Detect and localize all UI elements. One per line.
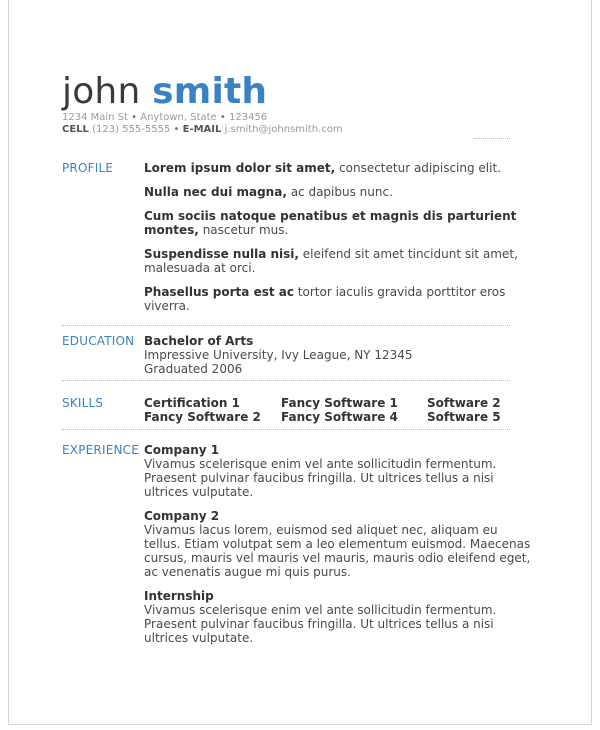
- education-block: [144, 334, 413, 376]
- job-line: Praesent pulvinar faucibus fringilla. Ut ultrices tellus a nisi: [144, 471, 494, 485]
- skill-item: Fancy Software 2: [144, 410, 261, 424]
- school: Impressive University, Ivy League, NY 12345: [144, 348, 413, 362]
- profile-item-bold: Phasellus porta est ac: [144, 285, 294, 299]
- address-line: [62, 112, 267, 123]
- job-line: Vivamus scelerisque enim vel ante sollicitudin fermentum.: [144, 457, 497, 471]
- profile-item-text: tortor iaculis gravida porttitor eros viverra.: [144, 285, 506, 313]
- last-name: smith: [152, 71, 268, 112]
- profile-item-text: ac dapibus nunc.: [286, 185, 393, 199]
- separator-dot: •: [219, 112, 226, 123]
- separator-dot: •: [173, 124, 180, 135]
- experience-list: [144, 443, 544, 655]
- section-label-skills: SKILLS: [62, 396, 104, 410]
- profile-divider: [62, 325, 510, 326]
- profile-item-text: nascetur mus.: [198, 223, 289, 237]
- job-line: cursus, mauris vel mauris vel mauris, mauris odio eleifend eget,: [144, 551, 531, 565]
- separator-dot: •: [131, 112, 138, 123]
- skill-item: Software 5: [427, 410, 501, 424]
- job-line: tellus. Etiam volutpat sem a leo elementum euismod. Maecenas: [144, 537, 531, 551]
- section-label-education: EDUCATION: [62, 334, 135, 348]
- job-title: Internship: [144, 589, 214, 603]
- job-line: ultrices vulputate.: [144, 631, 254, 645]
- contact-line: [62, 124, 343, 135]
- job-entry: [144, 443, 544, 499]
- resume-name: [62, 70, 267, 114]
- job-line: ultrices vulputate.: [144, 485, 254, 499]
- profile-item: [144, 185, 534, 199]
- profile-item: [144, 209, 534, 237]
- section-label-profile: PROFILE: [62, 161, 114, 175]
- skill-item: Software 2: [427, 396, 501, 410]
- education-divider: [62, 380, 510, 381]
- email-link[interactable]: j.smith@johnsmith.com: [224, 124, 343, 135]
- graduation-year: Graduated 2006: [144, 362, 243, 376]
- degree: Bachelor of Arts: [144, 334, 254, 348]
- profile-list: [144, 161, 534, 323]
- job-line: Vivamus scelerisque enim vel ante sollicitudin fermentum.: [144, 603, 497, 617]
- profile-item-bold: Suspendisse nulla nisi,: [144, 247, 299, 261]
- profile-item: [144, 247, 534, 275]
- job-title: Company 2: [144, 509, 220, 523]
- skills-divider: [62, 429, 510, 430]
- profile-item: [144, 285, 534, 313]
- profile-item-text: consectetur adipiscing elit.: [335, 161, 501, 175]
- job-entry: [144, 509, 544, 579]
- skill-item: Fancy Software 4: [281, 410, 398, 424]
- job-line: Praesent pulvinar faucibus fringilla. Ut ultrices tellus a nisi: [144, 617, 494, 631]
- section-label-experience: EXPERIENCE: [62, 443, 140, 457]
- skill-item: Certification 1: [144, 396, 240, 410]
- cell-number: (123) 555-5555: [92, 124, 171, 135]
- profile-item-text: eleifend sit amet tincidunt sit amet, malesuada at orci.: [144, 247, 518, 275]
- city-state: Anytown, State: [140, 112, 217, 123]
- profile-item-bold: Lorem ipsum dolor sit amet,: [144, 161, 336, 175]
- header-divider: [474, 138, 510, 139]
- zip-code: 123456: [229, 112, 268, 123]
- cell-label: CELL: [62, 124, 89, 135]
- job-line: ac venenatis augue mi quis purus.: [144, 565, 351, 579]
- job-line: Vivamus lacus lorem, euismod sed aliquet nec, aliquam eu: [144, 523, 498, 537]
- email-label: E-MAIL: [182, 124, 222, 135]
- first-name: john: [62, 71, 141, 112]
- skills-grid: [144, 396, 524, 426]
- profile-item: [144, 161, 534, 175]
- job-title: Company 1: [144, 443, 220, 457]
- skill-item: Fancy Software 1: [281, 396, 398, 410]
- job-entry: [144, 589, 544, 645]
- profile-item-bold: Cum sociis natoque penatibus et magnis dis parturient montes,: [144, 209, 517, 237]
- street-address: 1234 Main St: [62, 112, 128, 123]
- profile-item-bold: Nulla nec dui magna,: [144, 185, 287, 199]
